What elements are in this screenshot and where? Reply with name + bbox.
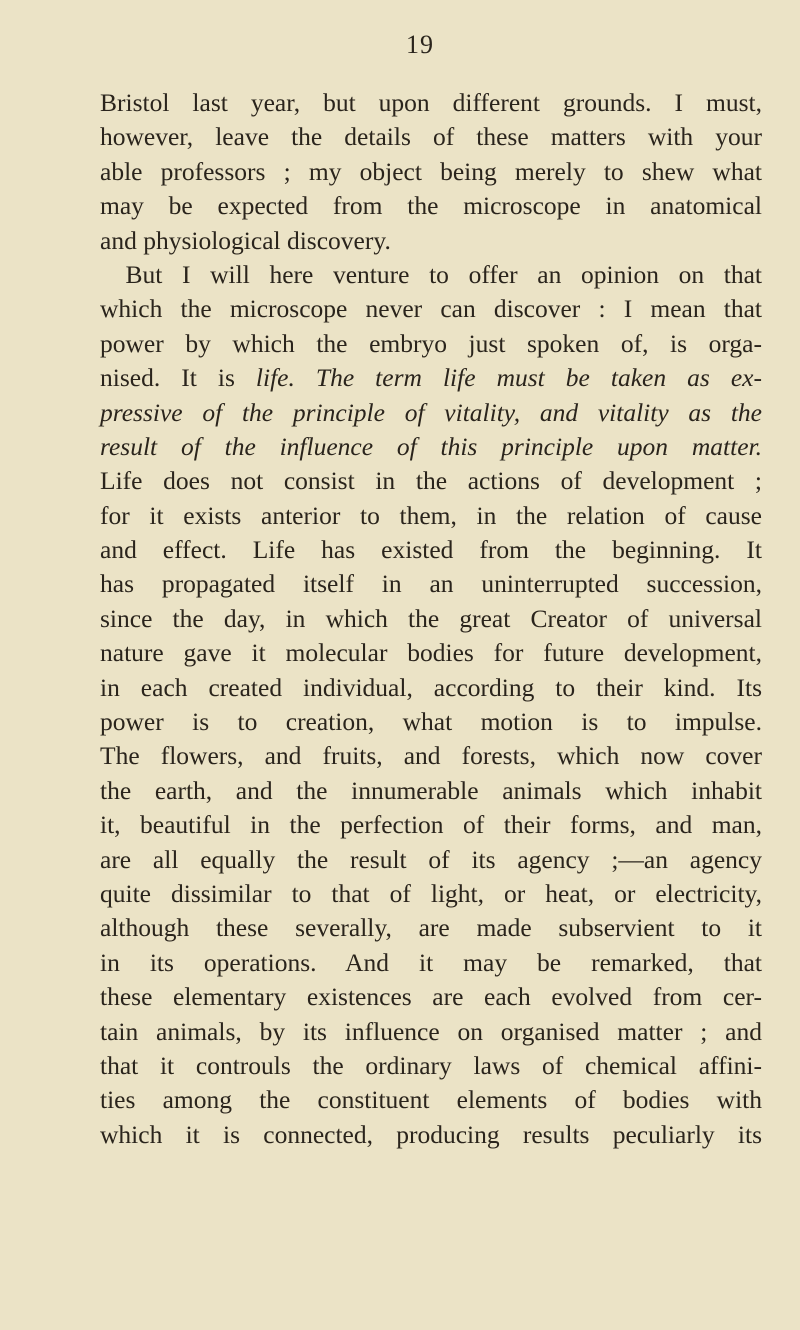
text-segment: may be expected from the microscope in anatomical [100,191,762,221]
text-segment: ties among the constituent elements of bodies with [100,1085,762,1115]
text-line [100,189,762,223]
text-line [100,292,762,326]
italic-text-segment: result of the influence of this principle upon matter. [100,431,762,461]
text-line [100,396,762,430]
text-segment: nature gave it molecular bodies for future development, [100,638,762,668]
text-segment: The flowers, and fruits, and forests, which now cover [100,741,762,771]
text-segment: in each created individual, according to their kind. Its [100,672,762,702]
text-segment: however, leave the details of these matters with your [100,122,762,152]
text-line [100,430,762,464]
text-line [100,155,762,189]
text-line [100,877,762,911]
text-segment: Life does not consist in the actions of development ; [100,466,762,496]
text-line [100,327,762,361]
text-line [100,602,762,636]
text-segment: these elementary existences are each evolved from cer- [100,982,762,1012]
text-line [100,808,762,842]
text-segment: power by which the embryo just spoken of, is orga- [100,328,762,358]
text-segment: that it controuls the ordinary laws of chemical affini- [100,1050,762,1080]
text-line [100,1083,762,1117]
text-line [100,980,762,1014]
text-line [100,1015,762,1049]
text-line [100,705,762,739]
text-segment: since the day, in which the great Creator of universal [100,603,762,633]
text-segment: nised. It is [100,363,256,393]
text-segment: although these severally, are made subservient to it [100,913,762,943]
text-segment: has propagated itself in an uninterrupted succession, [100,569,762,599]
text-segment: which it is connected, producing results peculiarly its [100,1119,762,1149]
text-line [100,224,762,258]
text-segment: are all equally the result of its agency ;—an agency [100,844,762,874]
text-line [100,636,762,670]
text-line [100,258,762,292]
text-segment: which the microscope never can discover : I mean that [100,294,762,324]
text-line [100,567,762,601]
text-line [100,120,762,154]
text-segment: for it exists anterior to them, in the relation of cause [100,500,762,530]
text-line [100,671,762,705]
text-line [100,739,762,773]
text-segment: Bristol last year, but upon different grounds. I must, [100,88,762,117]
text-line [100,774,762,808]
text-segment: and effect. Life has existed from the beginning. It [100,535,762,565]
text-segment: But I will here venture to offer an opinion on that [100,259,762,289]
text-segment: the earth, and the innumerable animals which inhabit [100,775,762,805]
text-segment: quite dissimilar to that of light, or heat, or electricity, [100,878,762,908]
page-number: 19 [406,30,434,59]
text-line [100,361,762,395]
text-line [100,86,762,120]
text-line [100,843,762,877]
text-line [100,499,762,533]
text-segment: tain animals, by its influence on organised matter ; and [100,1016,762,1046]
italic-text-segment: life. The term life must be taken as ex- [255,363,762,393]
text-line [100,464,762,498]
text-line [100,1118,762,1152]
text-segment: power is to creation, what motion is to impulse. [100,707,762,737]
italic-text-segment: pressive of the principle of vitality, and vitality as the [100,397,762,427]
text-segment: and physiological discovery. [100,225,391,255]
text-segment: it, beautiful in the perfection of their forms, and man, [100,810,762,840]
text-line [100,1049,762,1083]
text-segment: in its operations. And it may be remarked, that [100,947,762,977]
text-segment: able professors ; my object being merely to shew what [100,156,762,186]
body-text [100,86,762,1152]
text-line [100,946,762,980]
text-line [100,911,762,945]
text-line [100,533,762,567]
